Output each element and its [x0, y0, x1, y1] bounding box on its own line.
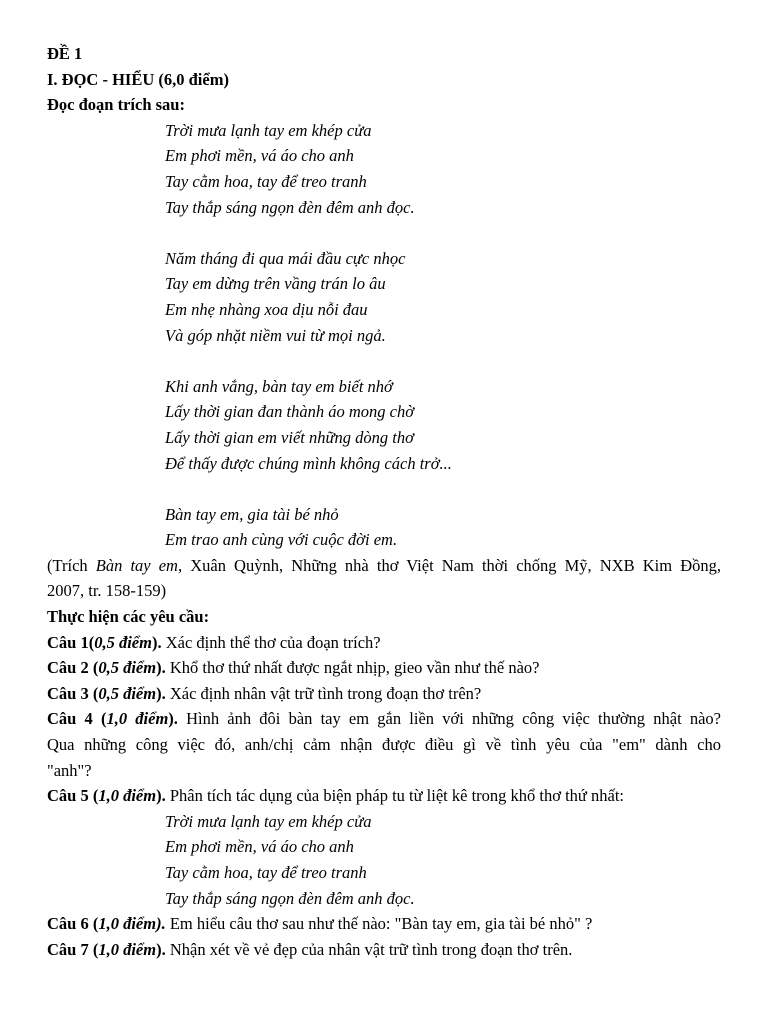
poem-line: Và góp nhặt niềm vui từ mọi ngả. — [165, 325, 386, 345]
source-citation-line-2: 2007, tr. 158-159) — [47, 581, 167, 601]
quoted-poem-line: Trời mưa lạnh tay em khép cửa — [165, 811, 372, 831]
reading-instruction: Đọc đoạn trích sau: — [47, 95, 185, 115]
exam-title: ĐỀ 1 — [47, 44, 83, 63]
tasks-heading: Thực hiện các yêu cầu: — [47, 607, 210, 627]
poem-line: Tay em dừng trên vầng trán lo âu — [165, 274, 386, 294]
poem-line: Tay cằm hoa, tay để treo tranh — [165, 171, 367, 191]
quoted-poem-line: Tay cằm hoa, tay để treo tranh — [165, 863, 367, 882]
question-7: Câu 7 (1,0 điểm). Nhận xét về vẻ đẹp của nhân vật trữ tình trong đoạn thơ trên. — [47, 939, 573, 959]
poem-line: Tay thắp sáng ngọn đèn đêm anh đọc. — [165, 197, 415, 217]
question-5: Câu 5 (1,0 điểm). Phân tích tác dụng của biện pháp tu từ liệt kê trong khổ thơ thứ nhất: Trời mưa lạnh tay em khép cửa Em phơi mền, vá áo cho anh Tay cằm hoa, tay để treo tranh Tay thắp sáng ngọn đèn đêm anh đọc. — [47, 783, 721, 911]
source-citation: (Trích Bàn tay em, Xuân Quỳnh, Những nhà thơ Việt Nam thời chống Mỹ, NXB Kim Đồng, — [47, 555, 721, 575]
question-4: Câu 4 (1,0 điểm). Hình ảnh đôi bàn tay em gắn liền với những công việc thường nhật nào? Qua những công việc đó, anh/chị cảm nhận được điều gì về tình yêu của "em" dành cho "anh"? — [47, 709, 721, 780]
poem-line: Trời mưa lạnh tay em khép cửa — [165, 120, 372, 140]
poem-line: Em trao anh cùng với cuộc đời em. — [165, 530, 398, 550]
question-1: Câu 1(0,5 điểm). Xác định thể thơ của đoạn trích? — [47, 632, 381, 652]
question-6: Câu 6 (1,0 điểm). Em hiểu câu thơ sau như thế nào: "Bàn tay em, gia tài bé nhỏ" ? — [47, 914, 593, 934]
work-title: Bàn tay em — [95, 555, 178, 575]
poem-line: Em phơi mền, vá áo cho anh — [165, 146, 354, 166]
poem-line: Bàn tay em, gia tài bé nhỏ — [165, 504, 339, 524]
document-page — [47, 41, 721, 962]
question-3: Câu 3 (0,5 điểm). Xác định nhân vật trữ tình trong đoạn thơ trên? — [47, 683, 482, 703]
section-heading: I. ĐỌC - HIỂU (6,0 điểm) — [47, 69, 229, 89]
poem-line: Em nhẹ nhàng xoa dịu nỗi đau — [165, 299, 368, 319]
stanza-gap — [47, 348, 721, 374]
quoted-poem-line: Tay thắp sáng ngọn đèn đêm anh đọc. — [165, 888, 415, 908]
poem-stanza-4 — [47, 502, 721, 553]
question-2: Câu 2 (0,5 điểm). Khổ thơ thứ nhất được ngắt nhịp, gieo vần như thế nào? — [47, 658, 540, 678]
poem-line: Khi anh vắng, bàn tay em biết nhớ — [165, 376, 393, 396]
poem-line: Năm tháng đi qua mái đầu cực nhọc — [165, 248, 406, 268]
poem-stanza-1 — [47, 118, 721, 220]
poem-line: Để thấy được chúng mình không cách trở... — [165, 453, 452, 473]
stanza-gap — [47, 220, 721, 246]
quoted-poem-line: Em phơi mền, vá áo cho anh — [165, 837, 354, 857]
stanza-gap — [47, 476, 721, 502]
poem-line: Lấy thời gian đan thành áo mong chờ — [165, 402, 415, 422]
poem-stanza-2 — [47, 246, 721, 348]
poem-stanza-3 — [47, 374, 721, 476]
poem-line: Lấy thời gian em viết những dòng thơ — [165, 427, 414, 447]
